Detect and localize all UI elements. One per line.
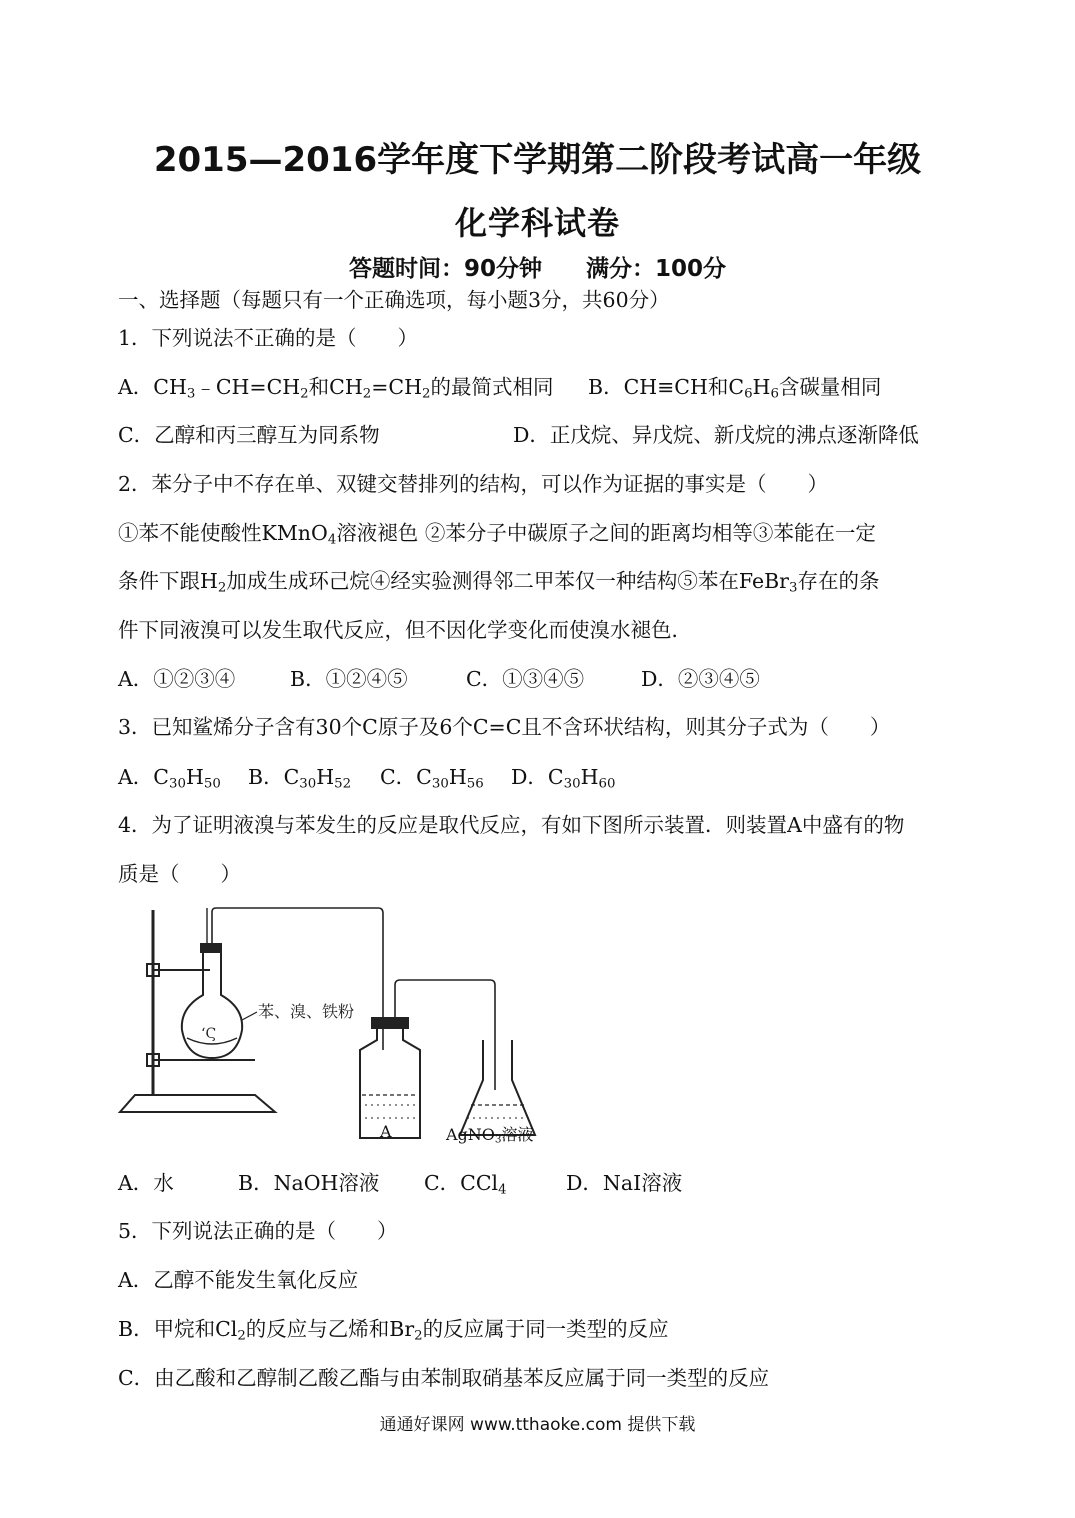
exam-subtitle: 化学科试卷 bbox=[454, 204, 620, 242]
flask-stopper bbox=[201, 944, 221, 952]
q3-option-c: C．$C_{30}H_{56}$ bbox=[380, 765, 484, 792]
exam-info bbox=[0, 250, 1075, 283]
flask-label: 苯、溴、铁粉 bbox=[258, 1002, 355, 1021]
apparatus-figure bbox=[115, 900, 555, 1145]
stand-base bbox=[120, 1095, 275, 1112]
q2-option-c: C．①③④⑤ bbox=[466, 667, 585, 691]
round-bottom-flask bbox=[182, 952, 242, 1058]
exam-title: 2015—2016学年度下学期第二阶段考试高一年级 bbox=[153, 140, 922, 180]
q1-options-ab bbox=[118, 375, 882, 402]
q2-statement-line1: ①苯不能使酸性KMnO$_4$溶液褪色 ②苯分子中碳原子之间的距离均相等③苯能在一定 bbox=[118, 521, 876, 548]
section-heading: 一、选择题（每题只有一个正确选项，每小题3分，共60分） bbox=[118, 288, 670, 312]
q4-option-c: C．CCl$_4$ bbox=[424, 1171, 507, 1198]
delivery-tube-2 bbox=[395, 980, 495, 1090]
q1-options-cd bbox=[118, 423, 919, 447]
q5-stem: 5．下列说法正确的是（ ） bbox=[118, 1219, 398, 1243]
figure-label-agno3: AgNO$_3$溶液 bbox=[446, 1125, 534, 1146]
q2-option-d: D．②③④⑤ bbox=[641, 667, 760, 691]
q4-options bbox=[118, 1171, 683, 1198]
flask-label-line bbox=[242, 1012, 257, 1020]
q2-stem: 2．苯分子中不存在单、双键交替排列的结构，可以作为证据的事实是（ ） bbox=[118, 472, 829, 496]
q3-option-d: D．$C_{30}H_{60}$ bbox=[511, 765, 616, 792]
q4-option-d: D．NaI溶液 bbox=[566, 1171, 683, 1195]
score-label: 满分：100分 bbox=[586, 256, 727, 282]
q1-option-d: D．正戊烷、异戊烷、新戊烷的沸点逐渐降低 bbox=[513, 423, 919, 447]
conical-flask bbox=[460, 1040, 535, 1135]
q1-stem: 1．下列说法不正确的是（ ） bbox=[118, 326, 419, 350]
q3-option-b: B．$C_{30}H_{52}$ bbox=[248, 765, 352, 792]
q5-option-a: A．乙醇不能发生氧化反应 bbox=[118, 1268, 359, 1292]
flask-contents-mark: ʻϚ bbox=[201, 1026, 217, 1042]
figure-label-a: A bbox=[380, 1122, 392, 1141]
q2-statement-line3: 件下同液溴可以发生取代反应，但不因化学变化而使溴水褪色． bbox=[118, 618, 692, 642]
q4-option-b: B．NaOH溶液 bbox=[238, 1171, 380, 1195]
q1-option-a: A．$CH_3﹣CH=CH_2$和$CH_2=CH_2$的最简式相同 bbox=[118, 375, 554, 402]
footer-download-note: 通通好课网 www.tthaoke.com 提供下载 bbox=[379, 1415, 696, 1435]
bottle-a-stopper bbox=[372, 1018, 408, 1028]
q3-stem: 3．已知鲨烯分子含有30个C原子及6个C=C且不含环状结构，则其分子式为（ ） bbox=[118, 715, 891, 739]
q2-statement-line2: 条件下跟$H_2$加成生成环己烷④经实验测得邻二甲苯仅一种结构⑤苯在FeBr$_3$存在的条 bbox=[118, 569, 880, 596]
q1-option-b: B．CH≡CH和$C_6H_6$含碳量相同 bbox=[588, 375, 882, 402]
q4-stem-line1: 4．为了证明液溴与苯发生的反应是取代反应，有如下图所示装置．则装置A中盛有的物 bbox=[118, 813, 905, 837]
q5-option-b: B．甲烷和$Cl_2$的反应与乙烯和$Br_2$的反应属于同一类型的反应 bbox=[118, 1317, 669, 1344]
q2-option-b: B．①②④⑤ bbox=[290, 667, 408, 691]
q3-options bbox=[118, 765, 616, 792]
time-label: 答题时间：90分钟 bbox=[348, 256, 542, 282]
q1-option-c: C．乙醇和丙三醇互为同系物 bbox=[118, 423, 380, 447]
q5-option-c: C．由乙酸和乙醇制乙酸乙酯与由苯制取硝基苯反应属于同一类型的反应 bbox=[118, 1366, 770, 1390]
q4-option-a: A．水 bbox=[118, 1171, 174, 1195]
q2-options bbox=[118, 667, 760, 691]
delivery-tube-1 bbox=[212, 908, 383, 1050]
q4-stem-line2: 质是（ ） bbox=[118, 862, 241, 886]
q3-option-a: A．$C_{30}H_{50}$ bbox=[118, 765, 221, 792]
q2-option-a: A．①②③④ bbox=[118, 667, 236, 691]
